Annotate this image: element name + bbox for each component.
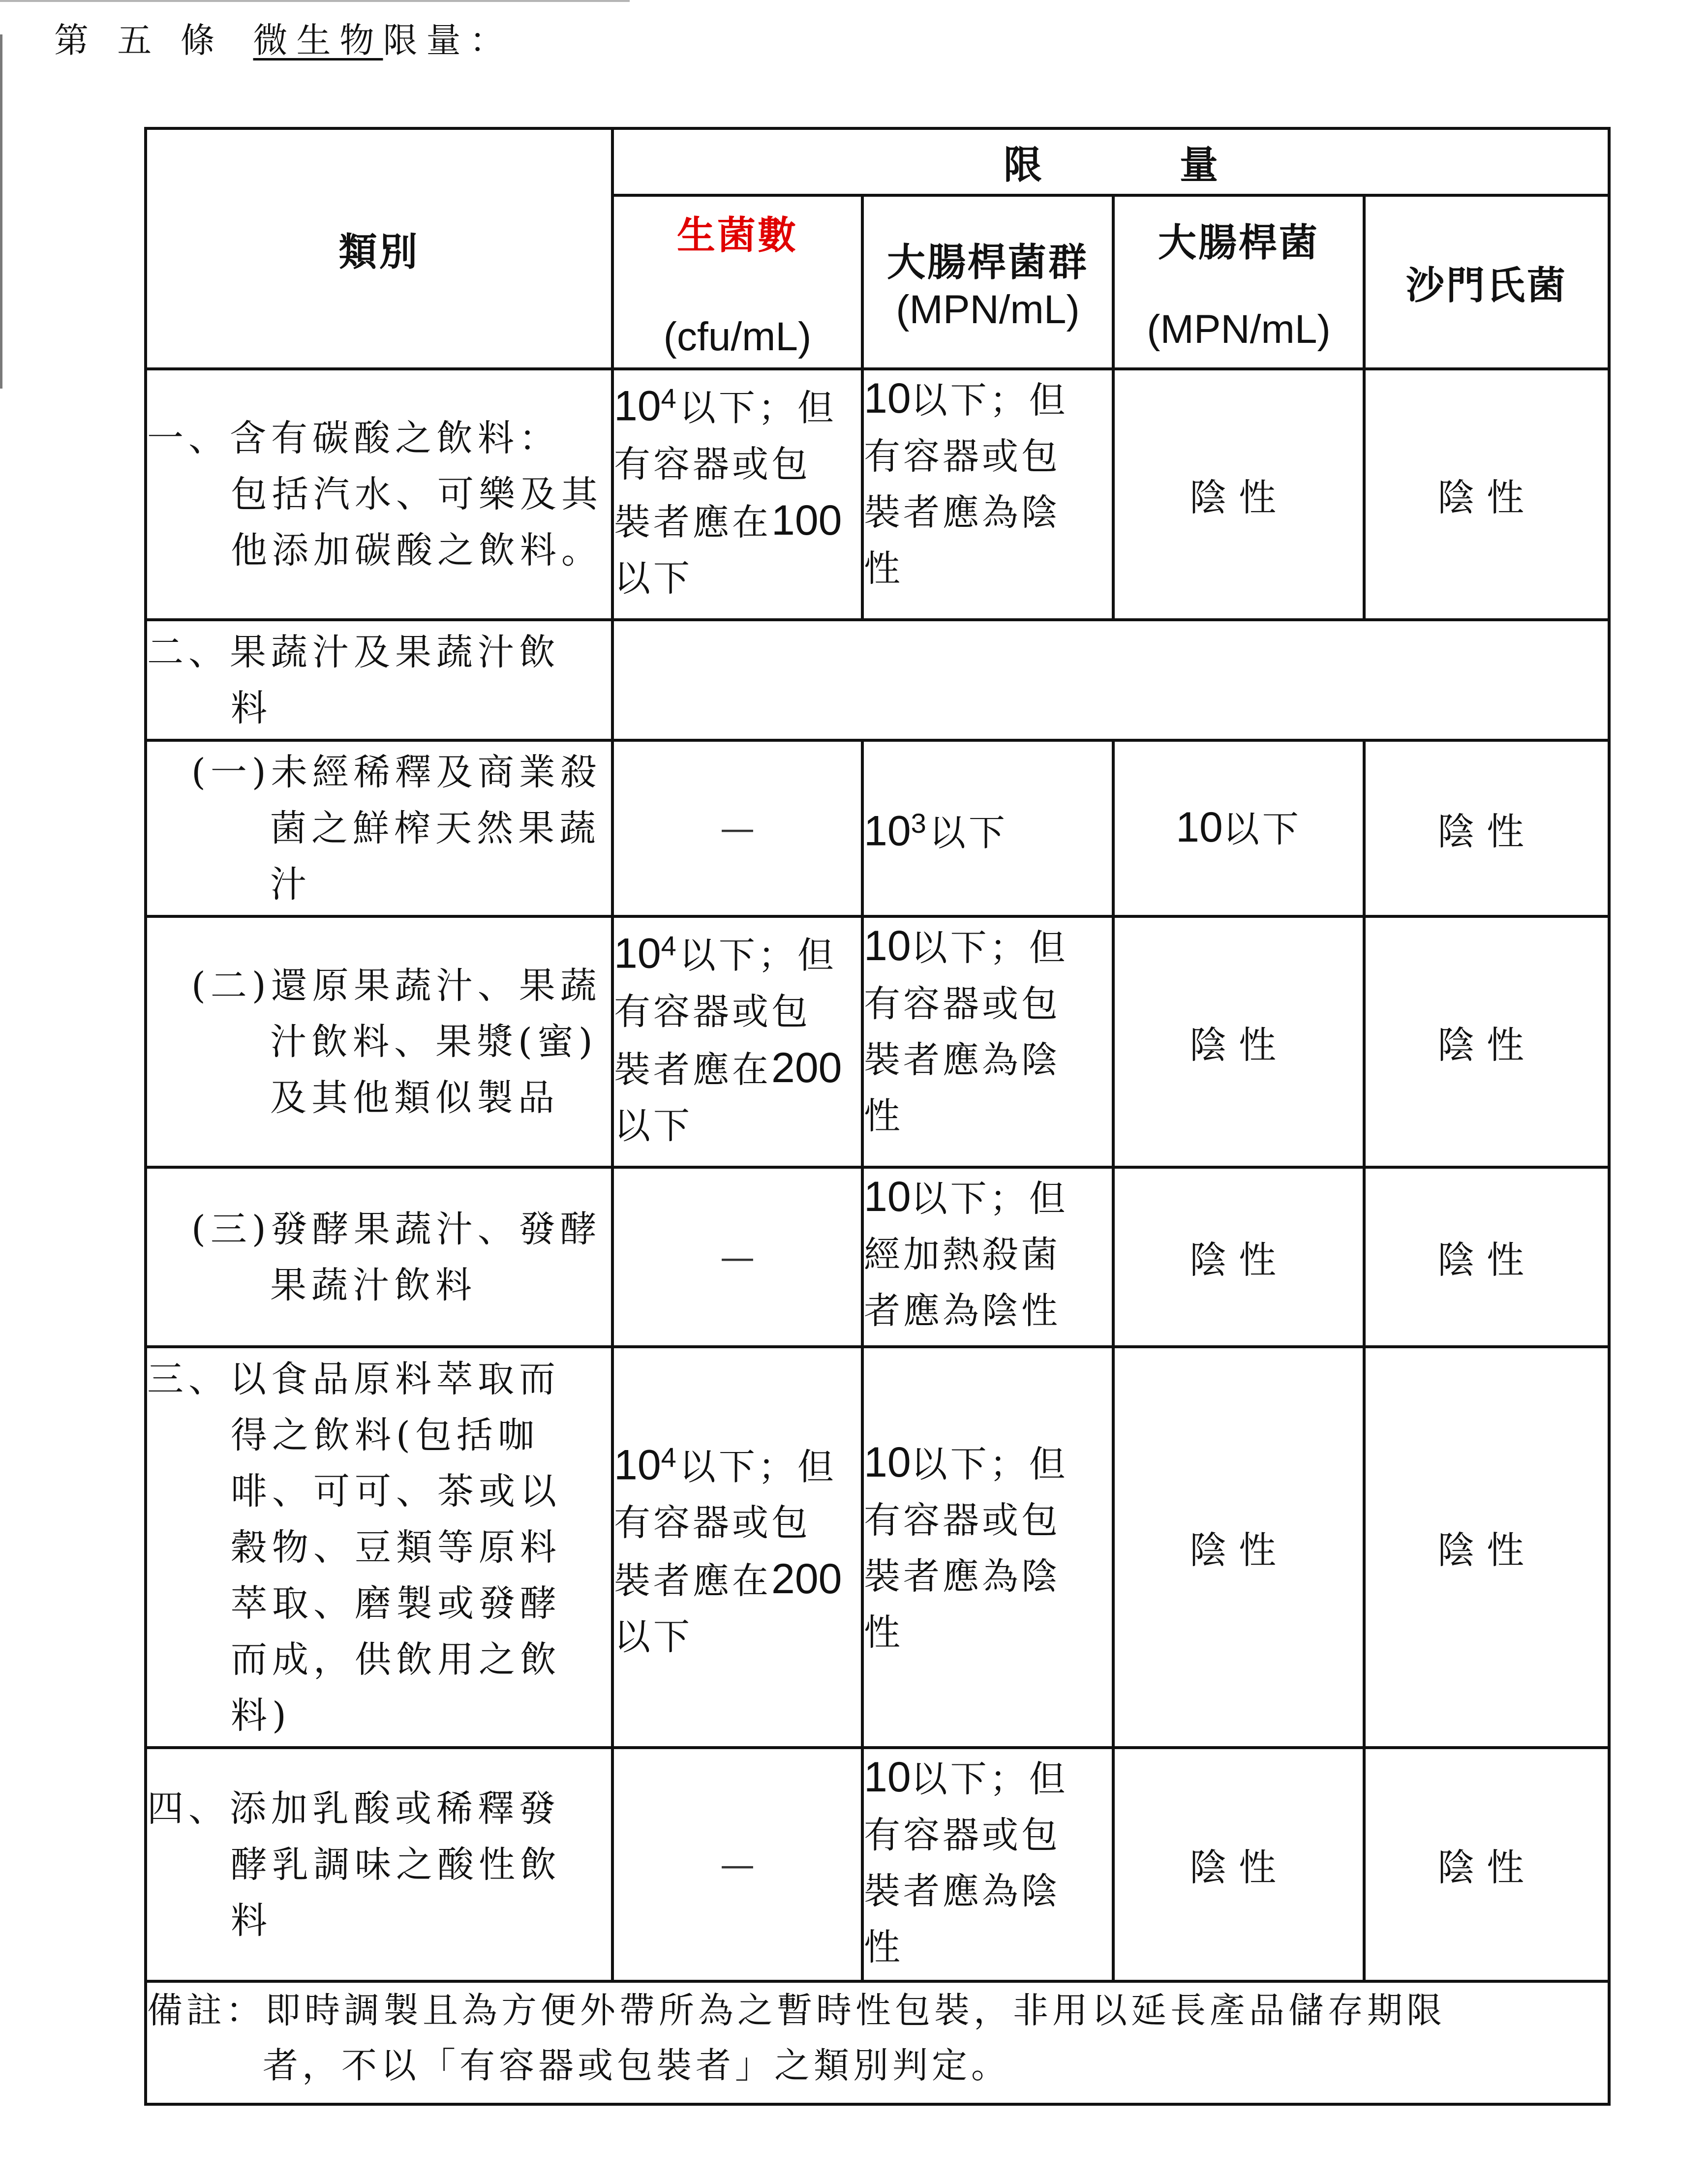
value-exponent: 4	[661, 1441, 679, 1473]
value-number: 10	[614, 930, 661, 977]
header-plate-count-name: 生菌數	[676, 213, 798, 258]
category-line: 料	[231, 687, 272, 729]
value-text: 以下；但	[911, 927, 1068, 969]
value-text: 以下；但	[911, 1443, 1068, 1485]
value-text: 以下	[614, 557, 693, 600]
header-category: 類別	[146, 128, 612, 369]
category-line: 包括汽水、可樂及其	[231, 473, 603, 515]
category-line: 料)	[231, 1694, 291, 1737]
header-ecoli-name: 大腸桿菌	[1158, 220, 1319, 265]
empty-limit-cell	[612, 620, 1609, 740]
value-number: 10	[1176, 804, 1223, 851]
header-plate-count	[612, 195, 862, 369]
ecoli-cell: 陰性	[1113, 916, 1364, 1167]
value-text: 有容器或包	[614, 443, 811, 485]
note-row	[146, 1981, 1609, 2104]
header-coliforms-name: 大腸桿菌群	[886, 240, 1089, 285]
value-text: 以下；但	[911, 1178, 1068, 1220]
value-text: 者應為陰性	[864, 1290, 1061, 1332]
value-text: 以下；但	[911, 379, 1068, 422]
plate-count-cell: —	[612, 1167, 862, 1347]
category-line: 得之飲料(包括咖	[231, 1414, 539, 1456]
coliforms-cell	[862, 369, 1113, 620]
table-row	[146, 369, 1609, 620]
value-text: 以下；但	[911, 1758, 1068, 1800]
ecoli-cell: 陰性	[1113, 369, 1364, 620]
value-exponent: 3	[911, 808, 929, 839]
title-rest: 限量：	[383, 20, 513, 61]
salmonella-cell: 陰性	[1364, 740, 1609, 916]
value-text: 有容器或包	[614, 1502, 811, 1544]
header-coliforms-unit: (MPN/mL)	[896, 287, 1080, 332]
value-text: 有容器或包	[614, 990, 811, 1033]
value-text: 裝者應在	[614, 501, 771, 544]
plate-count-cell: —	[612, 1748, 862, 1981]
value-number: 100	[771, 496, 842, 544]
table-row	[146, 1167, 1609, 1347]
value-text: 以下	[614, 1616, 693, 1659]
category-cell	[146, 740, 612, 916]
value-exponent: 4	[661, 383, 679, 414]
value-number: 10	[864, 922, 911, 969]
category-line: 汁	[270, 863, 311, 906]
plate-count-cell: —	[612, 740, 862, 916]
category-line: 菌之鮮榨天然果蔬	[270, 807, 601, 849]
value-text: 裝者應在	[614, 1560, 771, 1603]
coliforms-cell	[862, 1748, 1113, 1981]
category-cell	[146, 916, 612, 1167]
category-line: 酵乳調味之酸性飲	[231, 1843, 561, 1886]
header-row-1	[146, 128, 1609, 195]
left-margin-rule	[0, 34, 2, 389]
table-row	[146, 1347, 1609, 1748]
value-number: 10	[864, 1754, 911, 1801]
category-line: 四、添加乳酸或稀釋發	[147, 1787, 560, 1830]
category-line: 二、果蔬汁及果蔬汁飲	[147, 631, 560, 673]
ecoli-cell: 陰性	[1113, 1347, 1364, 1748]
top-rule	[0, 0, 630, 2]
value-text: 以下；但	[679, 934, 837, 977]
value-number: 10	[864, 1173, 911, 1220]
salmonella-cell: 陰性	[1364, 1167, 1609, 1347]
header-limit-char-2: 量	[1180, 143, 1219, 187]
value-text: 有容器或包	[864, 1814, 1061, 1856]
article-heading	[54, 13, 513, 62]
value-text: 裝者應在	[614, 1048, 771, 1091]
value-text: 性	[864, 1611, 903, 1654]
header-ecoli	[1113, 195, 1364, 369]
value-text: 性	[864, 1095, 903, 1137]
remarks-line: 備註：即時調製且為方便外帶所為之暫時性包裝，非用以延長產品儲存期限	[147, 1990, 1446, 2031]
category-cell	[146, 620, 612, 740]
category-line: (一)未經稀釋及商業殺	[191, 751, 602, 793]
coliforms-cell	[862, 916, 1113, 1167]
header-salmonella: 沙門氏菌	[1364, 195, 1609, 369]
value-text: 經加熱殺菌	[864, 1234, 1061, 1276]
header-ecoli-unit: (MPN/mL)	[1147, 306, 1331, 352]
header-limit	[612, 128, 1609, 195]
value-number: 10	[614, 382, 661, 430]
value-number: 10	[864, 375, 911, 422]
plate-count-cell	[612, 369, 862, 620]
value-text: 有容器或包	[864, 983, 1061, 1025]
header-coliforms	[862, 195, 1113, 369]
category-line: 三、以食品原料萃取而	[147, 1358, 560, 1400]
table-row	[146, 916, 1609, 1167]
category-cell	[146, 369, 612, 620]
value-text: 裝者應為陰	[864, 1555, 1061, 1598]
value-number: 200	[771, 1555, 842, 1603]
value-number: 200	[771, 1044, 842, 1091]
value-text: 性	[864, 1926, 903, 1968]
value-text: 以下	[614, 1104, 693, 1147]
value-text: 裝者應為陰	[864, 1870, 1061, 1912]
table-row	[146, 740, 1609, 916]
coliforms-cell	[862, 1167, 1113, 1347]
category-cell	[146, 1167, 612, 1347]
value-text: 裝者應為陰	[864, 1039, 1061, 1081]
value-number: 10	[864, 1438, 911, 1486]
coliforms-cell	[862, 740, 1113, 916]
salmonella-cell: 陰性	[1364, 1347, 1609, 1748]
category-line: 一、含有碳酸之飲料：	[147, 417, 560, 459]
category-line: 汁飲料、果漿(蜜)	[270, 1021, 598, 1063]
coliforms-cell	[862, 1347, 1113, 1748]
value-text: 有容器或包	[864, 435, 1061, 478]
ecoli-cell	[1113, 740, 1364, 916]
salmonella-cell: 陰性	[1364, 369, 1609, 620]
table-row	[146, 1748, 1609, 1981]
salmonella-cell: 陰性	[1364, 1748, 1609, 1981]
value-number: 10	[864, 807, 911, 855]
category-line: 萃取、磨製或發酵	[231, 1582, 561, 1625]
ecoli-cell: 陰性	[1113, 1167, 1364, 1347]
plate-count-cell	[612, 916, 862, 1167]
salmonella-cell: 陰性	[1364, 916, 1609, 1167]
category-line: 啡、可可、茶或以	[231, 1470, 561, 1513]
remarks-line: 者，不以「有容器或包裝者」之類別判定。	[263, 2045, 1011, 2086]
category-line: (三)發酵果蔬汁、發酵	[191, 1208, 602, 1250]
value-number: 10	[614, 1441, 661, 1489]
value-text: 以下；但	[679, 1446, 837, 1488]
plate-count-cell	[612, 1347, 862, 1748]
title-underlined: 微生物	[253, 20, 383, 61]
value-text: 有容器或包	[864, 1499, 1061, 1542]
header-plate-count-unit: (cfu/mL)	[663, 314, 812, 359]
category-cell	[146, 1347, 612, 1748]
table-row	[146, 620, 1609, 740]
value-text: 以下	[929, 812, 1008, 854]
value-text: 裝者應為陰	[864, 491, 1061, 534]
value-text: 以下；但	[679, 387, 837, 429]
remarks-cell	[146, 1981, 1609, 2104]
category-cell	[146, 1748, 612, 1981]
category-line: 果蔬汁飲料	[270, 1264, 477, 1306]
microbial-limits-table	[144, 127, 1611, 2106]
header-limit-char-1: 限	[1004, 143, 1042, 187]
category-line: 而成，供飲用之飲	[231, 1638, 561, 1681]
ecoli-cell: 陰性	[1113, 1748, 1364, 1981]
category-line: 料	[231, 1899, 272, 1942]
category-line: 他添加碳酸之飲料。	[231, 529, 603, 572]
category-line: 穀物、豆類等原料	[231, 1526, 561, 1569]
category-line: (二)還原果蔬汁、果蔬	[191, 965, 602, 1007]
article-number: 第 五 條	[54, 20, 224, 61]
value-text: 以下	[1222, 808, 1302, 850]
category-line: 及其他類似製品	[270, 1077, 559, 1119]
value-exponent: 4	[661, 930, 679, 961]
value-text: 性	[864, 547, 903, 590]
